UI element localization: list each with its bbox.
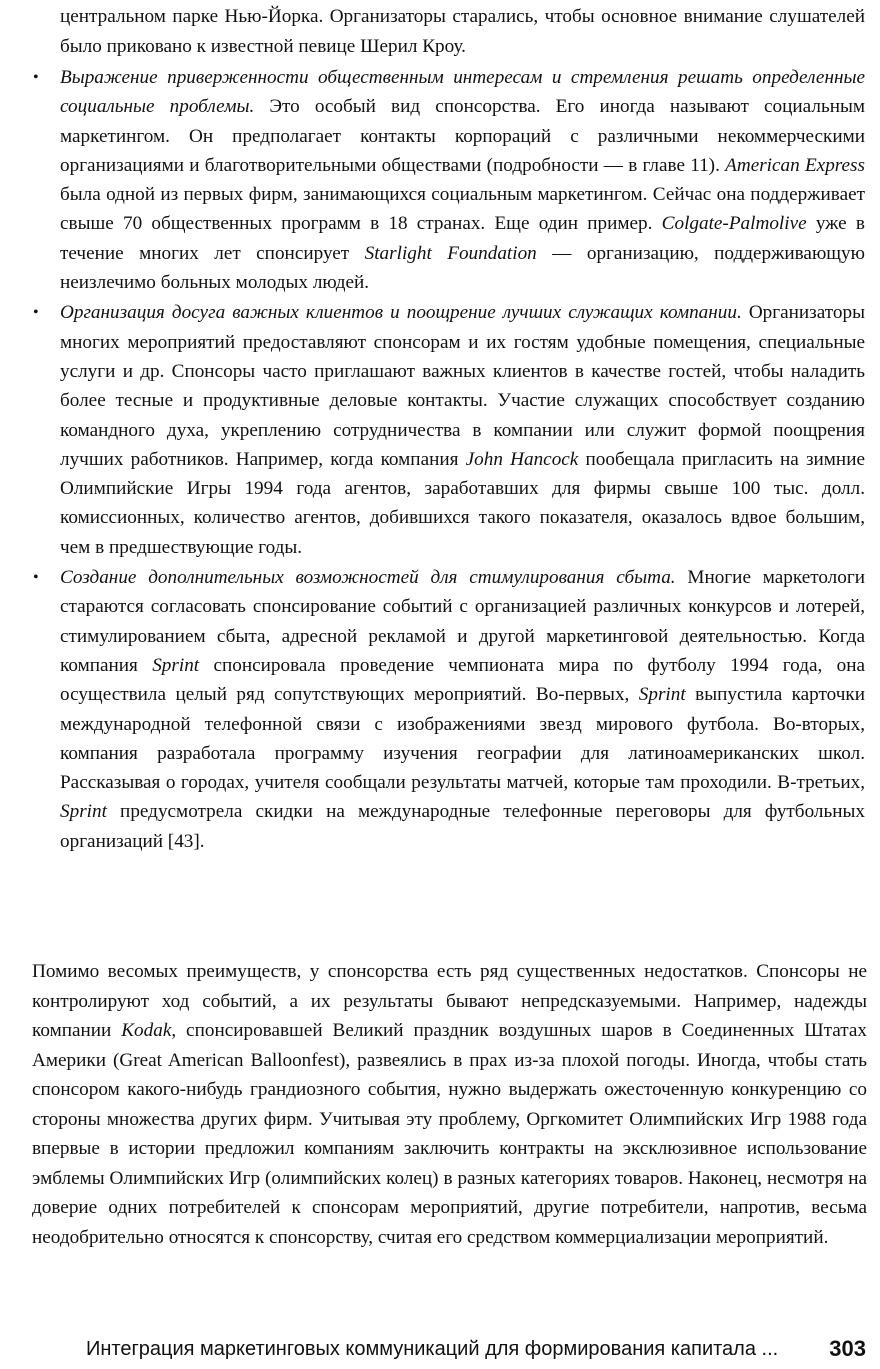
page-footer [86, 1334, 866, 1364]
bullet-item-sales-promotion [0, 563, 865, 856]
brand-name: Starlight Foundation [364, 242, 537, 264]
brand-name: Sprint [60, 801, 107, 823]
paragraph-text: Помимо весомых преимуществ, у спонсорства есть ряд существенных недостатков. Спонсоры не контролируют ход событий, а их результаты бывают непредсказуемыми. Например, надежды компании [32, 961, 867, 1041]
bullet-text: была одной из первых фирм, занимающихся социальным маркетингом. Сейчас она поддерживает свыше 70 общественных программ в 18 странах. Еще один пример. [60, 184, 865, 235]
intro-paragraph: центральном парке Нью-Йорка. Организаторы старались, чтобы основное внимание слушателей было приковано к известной певице Шерил Кроу. [60, 6, 865, 57]
paragraph-text: , спонсировавшей Великий праздник воздушных шаров в Соединенных Штатах Америки (Great American Balloonfest), развеялись в прах из-за плохой погоды. Иногда, чтобы стать спонсором какого-нибудь грандиозного события, нужно выдержать ожесточенную конкуренцию со стороны множества других фирм. Учитывая эту проблему, Оргкомитет Олимпийских Игр 1988 года впервые в истории предложил компаниям заключить контракты на эксклюзивное использование эмблемы Олимпийских Игр (олимпийских колец) в разных категориях товаров. Наконец, несмотря на доверие одних потребителей к спонсорам мероприятий, другие потребители, напротив, весьма неодобрительно относятся к спонсорству, считая его средством коммерциализации мероприятий. [32, 1020, 867, 1248]
bullet-text: выпустила карточки международной телефонной связи с изображениями звезд мирового футбола. Во-вторых, компания разработала программу изучения географии для латиноамериканских школ. Рассказывая о городах, учителя сообщали результаты матчей, которые там проходили. В-третьих, [60, 684, 865, 794]
bullet-text: Многие маркетологи стараются согласовать спонсирование событий с организацией различных конкурсов и лотерей, стимулированием сбыта, адресной рекламой и другой маркетинговой деятельностью. Когда компания [60, 567, 865, 676]
running-title: Интеграция маркетинговых коммуникаций для формирования капитала ... [86, 1338, 779, 1360]
bullet-lead-phrase: Создание дополнительных возможностей для стимулирования сбыта. [60, 567, 676, 589]
bullet-item-social-responsibility [0, 63, 865, 297]
bullet-text: уже в течение многих лет спонсирует [60, 213, 865, 264]
bullet-list [0, 63, 880, 857]
brand-name: Colgate-Palmolive [661, 213, 807, 235]
page-number: 303 [829, 1336, 866, 1361]
brand-name: Sprint [638, 684, 686, 706]
bullet-text: спонсировала проведение чемпионата мира по футболу 1994 года, она осуществила целый ряд сопутствующих мероприятий. Во-первых, [60, 654, 865, 706]
brand-name: Sprint [152, 654, 200, 676]
bullet-marker: • [33, 569, 39, 587]
brand-name: American Express [725, 154, 865, 176]
bullet-text: пообещала пригласить на зимние Олимпийские Игры 1994 года агентов, заработавших для фирмы свыше 100 тыс. долл. комиссионных, количество агентов, добившихся такого показателя, оказалось вдвое большим, чем в предшествующие годы. [60, 448, 865, 558]
bullet-text: Это особый вид спонсорства. Его иногда называют социальным маркетингом. Он предполагает контакты корпораций с различными некоммерческими организациями и благотворительными обществами (подробности — в главе 11). [60, 96, 865, 176]
closing-paragraph [32, 957, 867, 1252]
bullet-marker: • [33, 304, 39, 322]
bullet-lead-phrase: Организация досуга важных клиентов и поощрение лучших служащих компании. [60, 302, 742, 324]
bullet-text: Организаторы многих мероприятий предоставляют спонсорам и их гостям удобные помещения, специальные услуги и др. Спонсоры часто приглашают важных клиентов в качестве гостей, чтобы наладить более тесные и продуктивные деловые контакты. Участие служащих способствует созданию командного духа, укреплению сотрудничества в компании или служит формой поощрения лучших работников. Например, когда компания [60, 302, 865, 470]
bullet-item-client-hospitality [0, 298, 865, 562]
bullet-text: — организацию, поддерживающую неизлечимо больных молодых людей. [60, 242, 865, 294]
brand-name: John Hancock [465, 448, 579, 470]
bullet-marker: • [33, 69, 39, 86]
bullet-lead-phrase: Выражение приверженности общественным интересам и стремления решать определенные социальные проблемы. [60, 67, 865, 118]
bullet-text: предусмотрела скидки на международные телефонные переговоры для футбольных организаций [43]. [60, 801, 865, 852]
brand-name: Kodak [121, 1020, 172, 1041]
